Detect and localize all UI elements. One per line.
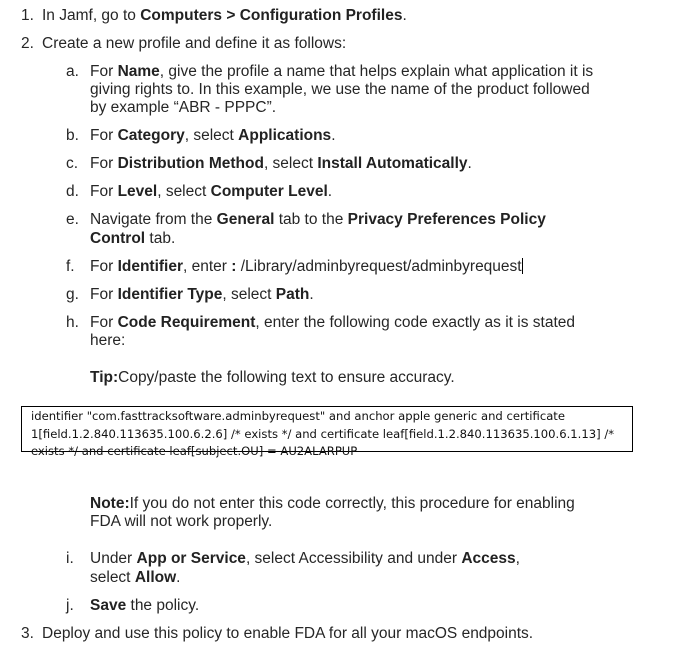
field-name: Identifier	[117, 258, 184, 275]
field-name: Name	[117, 63, 160, 80]
field-name: Distribution Method	[117, 155, 264, 172]
step-text: Create a new profile and define it as follows:	[42, 35, 347, 52]
step-number: 1.	[21, 7, 34, 24]
substep-letter: j.	[66, 597, 74, 614]
substep-text-line2: giving rights to. In this example, we use the name of the product followed	[90, 81, 590, 98]
text: For	[90, 314, 118, 331]
substep-letter: i.	[66, 550, 74, 567]
step-number: 3.	[21, 625, 34, 642]
action-name: Save	[90, 597, 127, 614]
text: the policy.	[126, 597, 200, 614]
substep-text-line2	[90, 230, 175, 248]
substep-text-line3: by example “ABR - PPPC”.	[90, 99, 277, 116]
text: select	[90, 569, 135, 586]
substep-letter: b.	[66, 127, 79, 144]
text: .	[467, 155, 472, 172]
field-value: Install Automatically	[317, 155, 468, 172]
substep-letter: d.	[66, 183, 79, 200]
text: , give the profile a name that helps explain what application it is	[159, 63, 594, 80]
text: For	[90, 63, 118, 80]
text: For	[90, 258, 118, 275]
field-name: Level	[117, 183, 158, 200]
text: tab to the	[274, 211, 348, 228]
substep-letter: e.	[66, 211, 79, 228]
code-requirement-box[interactable]	[21, 406, 633, 459]
substep-text	[90, 63, 593, 81]
field-name: Category	[117, 127, 185, 144]
field-value: Allow	[134, 569, 177, 586]
note-label: Note:	[90, 495, 130, 512]
identifier-path: /Library/adminbyrequest/adminbyrequest	[240, 258, 522, 275]
text: For	[90, 286, 118, 303]
substep-text-line2: here:	[90, 332, 126, 349]
text-cursor	[522, 258, 523, 274]
tip-label: Tip:	[90, 369, 119, 386]
tab-name: Privacy Preferences Policy	[347, 211, 546, 228]
note-line	[90, 495, 575, 513]
step-text	[42, 7, 407, 25]
text: For	[90, 155, 118, 172]
substep-text	[90, 314, 575, 332]
text: , select	[184, 127, 239, 144]
text: , select	[222, 286, 276, 303]
field-value: Applications	[238, 127, 332, 144]
text: .	[331, 127, 336, 144]
text: .	[402, 7, 407, 24]
text: .	[327, 183, 333, 200]
menu-path: Computers > Configuration Profiles	[140, 7, 403, 24]
text: , select Accessibility and under	[245, 550, 462, 567]
text: tab.	[145, 230, 176, 247]
substep-letter: a.	[66, 63, 79, 80]
text: , enter	[183, 258, 232, 275]
field-value: Computer Level	[210, 183, 328, 200]
tip	[90, 369, 455, 387]
field-name: App or Service	[136, 550, 246, 567]
substep-letter: g.	[66, 286, 79, 303]
text: , select	[263, 155, 318, 172]
note-text: If you do not enter this code correctly, this procedure for enabling	[129, 495, 575, 512]
substep-text	[90, 211, 546, 229]
note-line2: FDA will not work properly.	[90, 513, 273, 530]
step-number: 2.	[21, 35, 34, 52]
text: , enter the following code exactly as it is stated	[255, 314, 576, 331]
text: , select	[157, 183, 211, 200]
substep-letter: c.	[66, 155, 79, 172]
code-line: exists */ and certificate leaf[subject.OU] = AU2ALARPUP	[31, 444, 358, 459]
text: Navigate from the	[90, 211, 217, 228]
field-name: Code Requirement	[117, 314, 256, 331]
code-line: 1[field.1.2.840.113635.100.6.2.6] /* exists */ and certificate leaf[field.1.2.840.113635.100.6.1.13] /*	[31, 426, 615, 441]
substep-text	[90, 550, 520, 568]
code-line: identifier "com.fasttracksoftware.adminbyrequest" and anchor apple generic and certificate	[31, 409, 565, 423]
field-value: Path	[275, 286, 310, 303]
text: In Jamf, go to	[42, 7, 141, 24]
tab-name: General	[216, 211, 275, 228]
substep-text	[90, 183, 332, 201]
note	[90, 495, 575, 531]
text: For	[90, 183, 118, 200]
tip-text: Copy/paste the following text to ensure accuracy.	[118, 369, 455, 386]
substep-text	[90, 597, 199, 615]
step-text: Deploy and use this policy to enable FDA for all your macOS endpoints.	[42, 625, 534, 642]
substep-text	[90, 155, 472, 173]
field-name: Identifier Type	[117, 286, 223, 303]
colon: :	[231, 258, 241, 275]
tab-name: Control	[90, 230, 146, 247]
text: Under	[90, 550, 137, 567]
substep-text-line2	[90, 569, 180, 587]
text: .	[176, 569, 181, 586]
text: .	[309, 286, 314, 303]
substep-text	[90, 286, 314, 304]
substep-letter: f.	[66, 258, 75, 275]
text: For	[90, 127, 118, 144]
substep-text	[90, 258, 523, 276]
substep-letter: h.	[66, 314, 79, 331]
text: ,	[515, 550, 520, 567]
field-name: Access	[461, 550, 516, 567]
substep-text	[90, 127, 336, 145]
